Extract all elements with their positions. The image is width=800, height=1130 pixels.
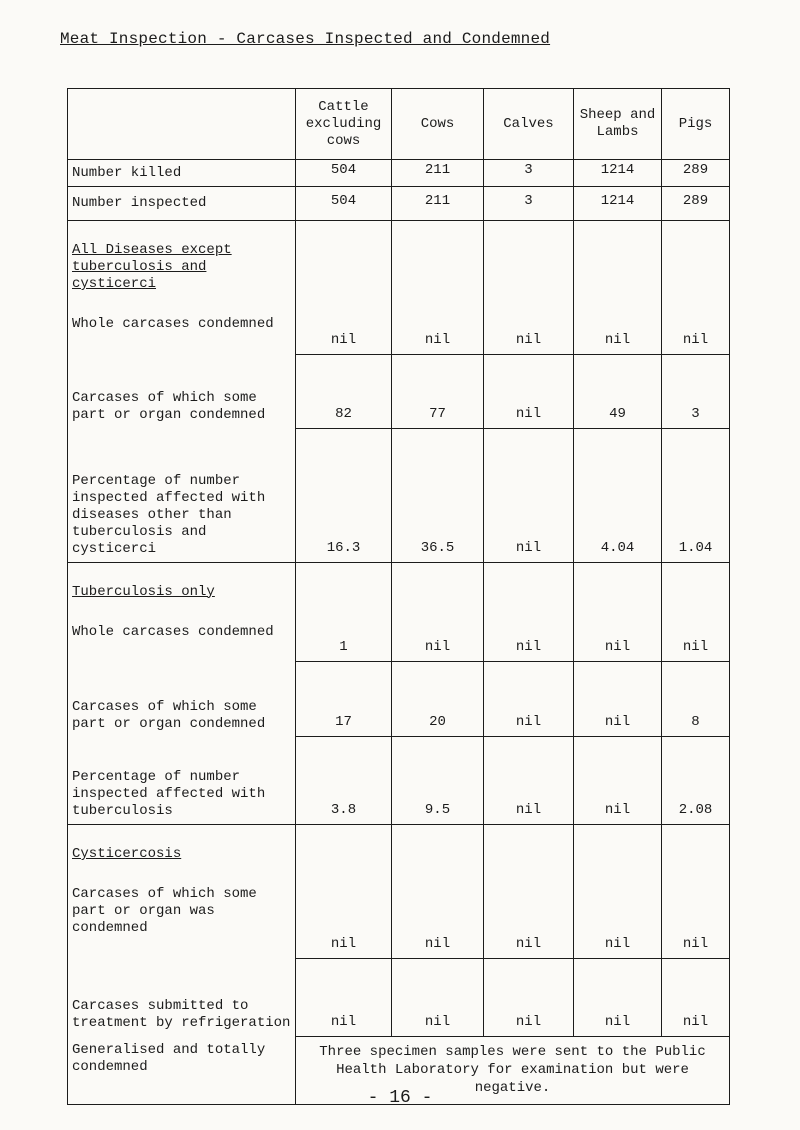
table-cell: 211	[392, 160, 484, 187]
row-label: Cysticercosis Carcases of which some part or organ was condemned	[68, 825, 296, 959]
table-row	[68, 354, 730, 428]
table-cell: nil	[484, 662, 574, 737]
table-cell: nil	[662, 825, 730, 959]
section-heading: Cysticercosis	[72, 846, 182, 862]
row-label: Carcases of which some part or organ condemned	[68, 354, 296, 428]
table-row	[68, 662, 730, 737]
table-cell: 504	[296, 160, 392, 187]
table-cell: nil	[484, 221, 574, 355]
table-cell: nil	[484, 354, 574, 428]
table-cell: nil	[574, 662, 662, 737]
table-cell: 3	[484, 160, 574, 187]
table-cell: nil	[484, 428, 574, 562]
table-cell: nil	[574, 562, 662, 662]
column-header: Sheep and Lambs	[574, 89, 662, 160]
table-cell: 1.04	[662, 428, 730, 562]
table-cell: 2.08	[662, 737, 730, 825]
table-cell: nil	[484, 958, 574, 1036]
page-number: - 16 -	[367, 1088, 433, 1108]
table-row	[68, 737, 730, 825]
table-cell: nil	[484, 737, 574, 825]
table-cell: 9.5	[392, 737, 484, 825]
row-label: Carcases submitted to treatment by refrigeration	[68, 958, 296, 1036]
laboratory-note: Three specimen samples were sent to the Public Health Laboratory for examination but were negative.	[296, 1036, 730, 1104]
table-cell: 1	[296, 562, 392, 662]
table-cell: 49	[574, 354, 662, 428]
row-label: Tuberculosis only Whole carcases condemned	[68, 562, 296, 662]
table-cell: nil	[484, 825, 574, 959]
row-label: All Diseases except tuberculosis and cysticerci Whole carcases condemned	[68, 221, 296, 355]
inspection-table	[67, 88, 730, 1105]
table-cell: nil	[296, 825, 392, 959]
table-cell: 3	[662, 354, 730, 428]
column-header: Calves	[484, 89, 574, 160]
table-cell: 82	[296, 354, 392, 428]
table-row	[68, 187, 730, 221]
table-row	[68, 221, 730, 355]
table-cell: 77	[392, 354, 484, 428]
row-label: Number inspected	[68, 187, 296, 221]
table-cell: 4.04	[574, 428, 662, 562]
table-cell: 20	[392, 662, 484, 737]
table-cell: nil	[662, 562, 730, 662]
row-label: Generalised and totally condemned	[68, 1036, 296, 1104]
column-header: Cows	[392, 89, 484, 160]
table-cell: 3	[484, 187, 574, 221]
table-cell: 211	[392, 187, 484, 221]
page-title: Meat Inspection - Carcases Inspected and Condemned	[60, 30, 551, 48]
table-row	[68, 562, 730, 662]
section-heading: All Diseases except tuberculosis and cysticerci	[72, 242, 232, 292]
table-cell: 289	[662, 187, 730, 221]
table-row	[68, 958, 730, 1036]
table-cell: 16.3	[296, 428, 392, 562]
table-cell: 504	[296, 187, 392, 221]
table-cell: 17	[296, 662, 392, 737]
table-row	[68, 428, 730, 562]
header-row	[68, 89, 730, 160]
table-cell: nil	[296, 221, 392, 355]
column-header: Pigs	[662, 89, 730, 160]
table-cell: nil	[574, 825, 662, 959]
column-header: Cattle excluding cows	[296, 89, 392, 160]
table-cell: nil	[662, 221, 730, 355]
table-cell: nil	[392, 825, 484, 959]
table-cell: nil	[574, 737, 662, 825]
table-row	[68, 160, 730, 187]
row-label: Carcases of which some part or organ condemned	[68, 662, 296, 737]
table-cell: 1214	[574, 160, 662, 187]
table-cell: nil	[392, 562, 484, 662]
header-blank	[68, 89, 296, 160]
table-cell: 1214	[574, 187, 662, 221]
table-cell: nil	[392, 221, 484, 355]
table-cell: nil	[574, 221, 662, 355]
table-cell: nil	[392, 958, 484, 1036]
table-cell: nil	[574, 958, 662, 1036]
row-label: Percentage of number inspected affected with tuberculosis	[68, 737, 296, 825]
table-cell: 289	[662, 160, 730, 187]
table-cell: 3.8	[296, 737, 392, 825]
table-cell: nil	[662, 958, 730, 1036]
table-cell: nil	[484, 562, 574, 662]
table-cell: 8	[662, 662, 730, 737]
row-label: Percentage of number inspected affected with diseases other than tuberculosis and cysticerci	[68, 428, 296, 562]
table-row	[68, 825, 730, 959]
row-label: Number killed	[68, 160, 296, 187]
table-cell: nil	[296, 958, 392, 1036]
section-heading: Tuberculosis only	[72, 583, 215, 600]
table-cell: 36.5	[392, 428, 484, 562]
